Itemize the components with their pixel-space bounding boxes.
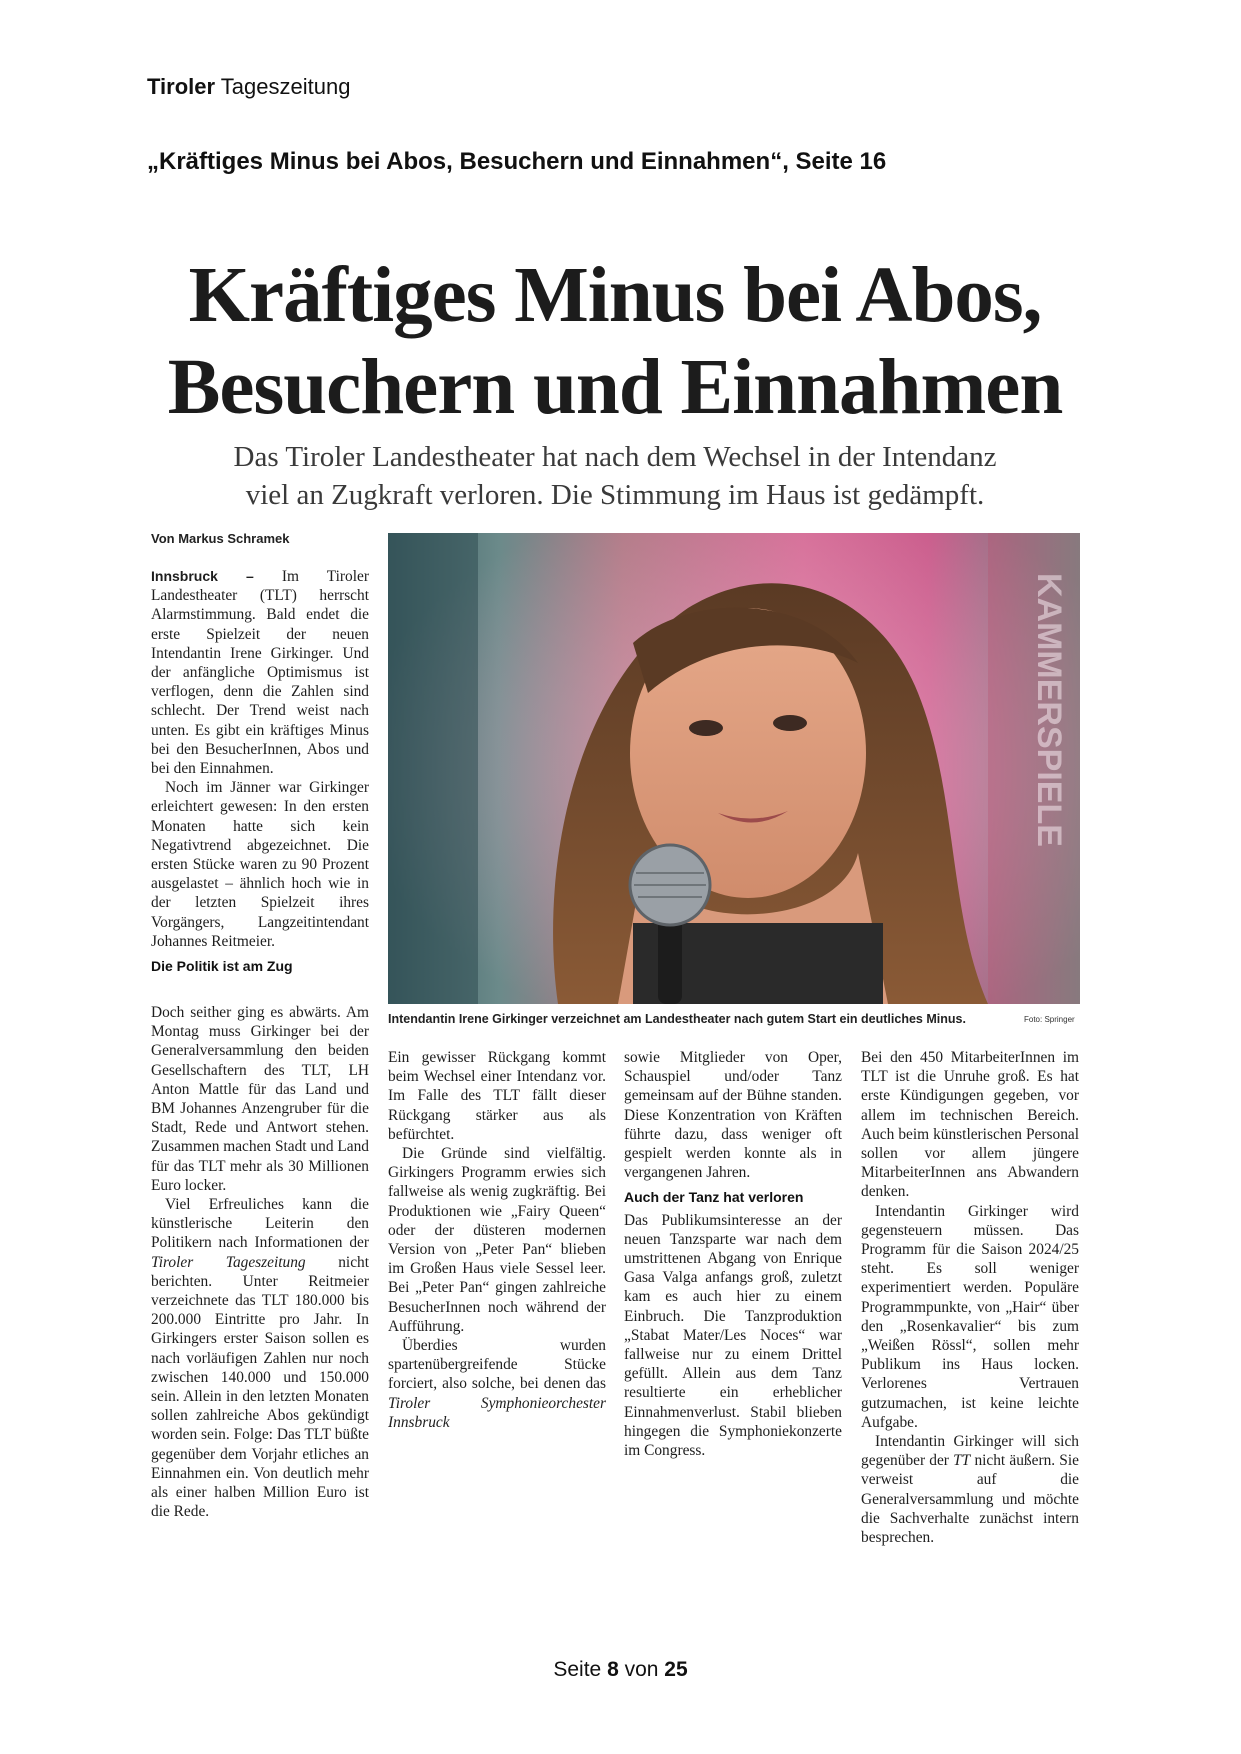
- total-pages: 25: [664, 1658, 688, 1681]
- article-column-1: [151, 567, 369, 979]
- paragraph: [388, 1336, 606, 1432]
- paragraph: Die Gründe sind vielfältig. Girkingers Programm erwies sich fallweise als wenig zugkräftig. Bei Produktionen wie „Fairy Queen“ oder der düsteren modernen Version von „Peter Pan“ blieben im Großen Haus viele Sessel leer. Bei „Peter Pan“ gingen zahlreiche BesucherInnen noch während der Aufführung.: [388, 1145, 606, 1335]
- publication-name-rest: Tageszeitung: [220, 74, 351, 99]
- lead-paragraph: [151, 567, 369, 778]
- article-column-2: [388, 1048, 606, 1432]
- paragraph-text: Überdies wurden spartenübergreifende Stücke forciert, also solche, bei denen das: [388, 1337, 606, 1393]
- byline: Von Markus Schramek: [151, 531, 290, 546]
- paragraph: Intendantin Girkinger wird gegensteuern müssen. Das Programm für die Saison 2024/25 steht. Es soll weniger experimentiert werden. Populäre Programmpunkte, von „Hair“ über den „Rosenkavalier“ bis zum „Weißen Rössl“, sollen mehr Publikum ins Haus locken. Verlorenes Vertrauen gutzumachen, ist keine leichte Aufgabe.: [861, 1202, 1079, 1431]
- dateline: Innsbruck –: [151, 568, 254, 584]
- page-prefix: Seite: [553, 1658, 602, 1681]
- paragraph: [151, 1195, 369, 1521]
- headline-line-1: Kräftiges Minus bei Abos,: [188, 252, 1042, 339]
- paragraph: Bei den 450 MitarbeiterInnen im TLT ist die Unruhe groß. Es hat erste Kündigungen gegeben, vor allem im technischen Bereich. Auch beim künstlerischen Personal sollen vor allem jüngere MitarbeiterInnen ans Abwandern denken.: [861, 1049, 1079, 1201]
- photo-credit: Foto: Springer: [1024, 1015, 1075, 1024]
- page-number: [0, 1658, 1241, 1682]
- paragraph-text: Intendantin Girkinger will sich gegenüber der: [861, 1433, 1079, 1470]
- page-middle: von: [624, 1658, 659, 1681]
- publication-name-bold: Tiroler: [147, 74, 216, 99]
- paragraph: Noch im Jänner war Girkinger erleichtert gewesen: In den ersten Monaten hatte sich kein Negativtrend abgezeichnet. Die ersten Stücke waren zu 90 Prozent ausgelastet – ähnlich hoch wie in der letzten Spielzeit ihres Vorgängers, Langzeitintendant Johannes Reitmeier.: [151, 779, 369, 950]
- current-page: 8: [607, 1658, 619, 1681]
- article-column-4: [861, 1048, 1079, 1547]
- article-deck: [150, 438, 1080, 514]
- deck-line-1: Das Tiroler Landestheater hat nach dem Wechsel in der Intendanz: [233, 441, 997, 473]
- article-headline: [150, 250, 1080, 434]
- deck-line-2: viel an Zugkraft verloren. Die Stimmung im Haus ist gedämpft.: [245, 479, 985, 511]
- photo-illustration: [388, 533, 1080, 1004]
- orchestra-name: Tiroler Symphonieorchester Innsbruck: [388, 1394, 606, 1431]
- photo-caption: Intendantin Irene Girkinger verzeichnet am Landestheater nach gutem Start ein deutliches Minus.: [388, 1012, 966, 1026]
- clipping-subject: „Kräftiges Minus bei Abos, Besuchern und Einnahmen“, Seite 16: [147, 148, 887, 175]
- microphone-handle: [658, 913, 682, 1004]
- article-column-3: [624, 1048, 842, 1460]
- paragraph-text: nicht berichten. Unter Reitmeier verzeichnete das TLT 180.000 bis 200.000 Eintritte pro Jahr. In Girkingers erster Saison sollen es nach vorläufigen Zahlen nur noch zwischen 140.000 und 150.000 sein. Allein in den letzten Monaten sollen zahlreiche Abos gekündigt worden sein. Folge: Das TLT büßte gegenüber dem Vorjahr etliches an Einnahmen ein. Von deutlich mehr als einer halben Million Euro ist die Rede.: [151, 1253, 369, 1521]
- newspaper-name: Tiroler Tageszeitung: [151, 1253, 306, 1271]
- paragraph-text: nicht äußern. Sie verweist auf die Generalversammlung und möchte die Sachverhalte zunächst intern besprechen.: [861, 1452, 1079, 1547]
- paragraph-text: Viel Erfreuliches kann die künstlerische Leiterin den Politikern nach Informationen der: [151, 1196, 369, 1252]
- article-photo: [388, 533, 1080, 1004]
- publication-name: [147, 74, 350, 100]
- left-eye: [689, 720, 723, 736]
- background-lettering: KAMMERSPIELE: [1030, 573, 1068, 847]
- lead-text: Im Tiroler Landestheater (TLT) herrscht Alarmstimmung. Bald endet die erste Spielzeit der neuen Intendantin Irene Girkinger. Und der anfängliche Optimismus ist verflogen, denn die Zahlen sind schlecht. Der Trend weist nach unten. Es gibt ein kräftiges Minus bei den BesucherInnen, Abos und bei den Einnahmen.: [151, 568, 369, 778]
- paragraph: Ein gewisser Rückgang kommt beim Wechsel einer Intendanz vor. Im Falle des TLT fällt dieser Rückgang stärker aus als befürchtet.: [388, 1049, 606, 1143]
- headline-line-2: Besuchern und Einnahmen: [167, 344, 1063, 431]
- paragraph: Doch seither ging es abwärts. Am Montag muss Girkinger bei der Generalversammlung den beiden Gesellschaftern des TLT, LH Anton Mattle für das Land und BM Johannes Anzengruber für die Stadt, Rede und Antwort stehen. Zusammen machen Stadt und Land für das TLT mehr als 30 Millionen Euro locker.: [151, 1004, 369, 1194]
- subheading: Die Politik ist am Zug: [151, 958, 293, 975]
- subheading: Auch der Tanz hat verloren: [624, 1189, 804, 1206]
- newspaper-abbreviation: TT: [953, 1452, 971, 1470]
- article-column-1-continued: [151, 1003, 369, 1521]
- paragraph: Das Publikumsinteresse an der neuen Tanzsparte war nach dem umstrittenen Abgang von Enrique Gasa Valga anfangs groß, zuletzt kam es auch hier zu einem Einbruch. Die Tanzproduktion „Stabat Mater/Les Noces“ war fallweise nur zu einem Drittel gefüllt. Allein aus dem Tanz resultierte ein erheblicher Einnahmenverlust. Stabil blieben hingegen die Symphoniekonzerte im Congress.: [624, 1211, 842, 1460]
- right-eye: [773, 715, 807, 731]
- paragraph: sowie Mitglieder von Oper, Schauspiel und/oder Tanz gemeinsam auf der Bühne standen. Diese Konzentration von Kräften führte dazu, dass weniger oft gespielt werden konnte als in vergangenen Jahren.: [624, 1049, 842, 1182]
- paragraph: [861, 1432, 1079, 1547]
